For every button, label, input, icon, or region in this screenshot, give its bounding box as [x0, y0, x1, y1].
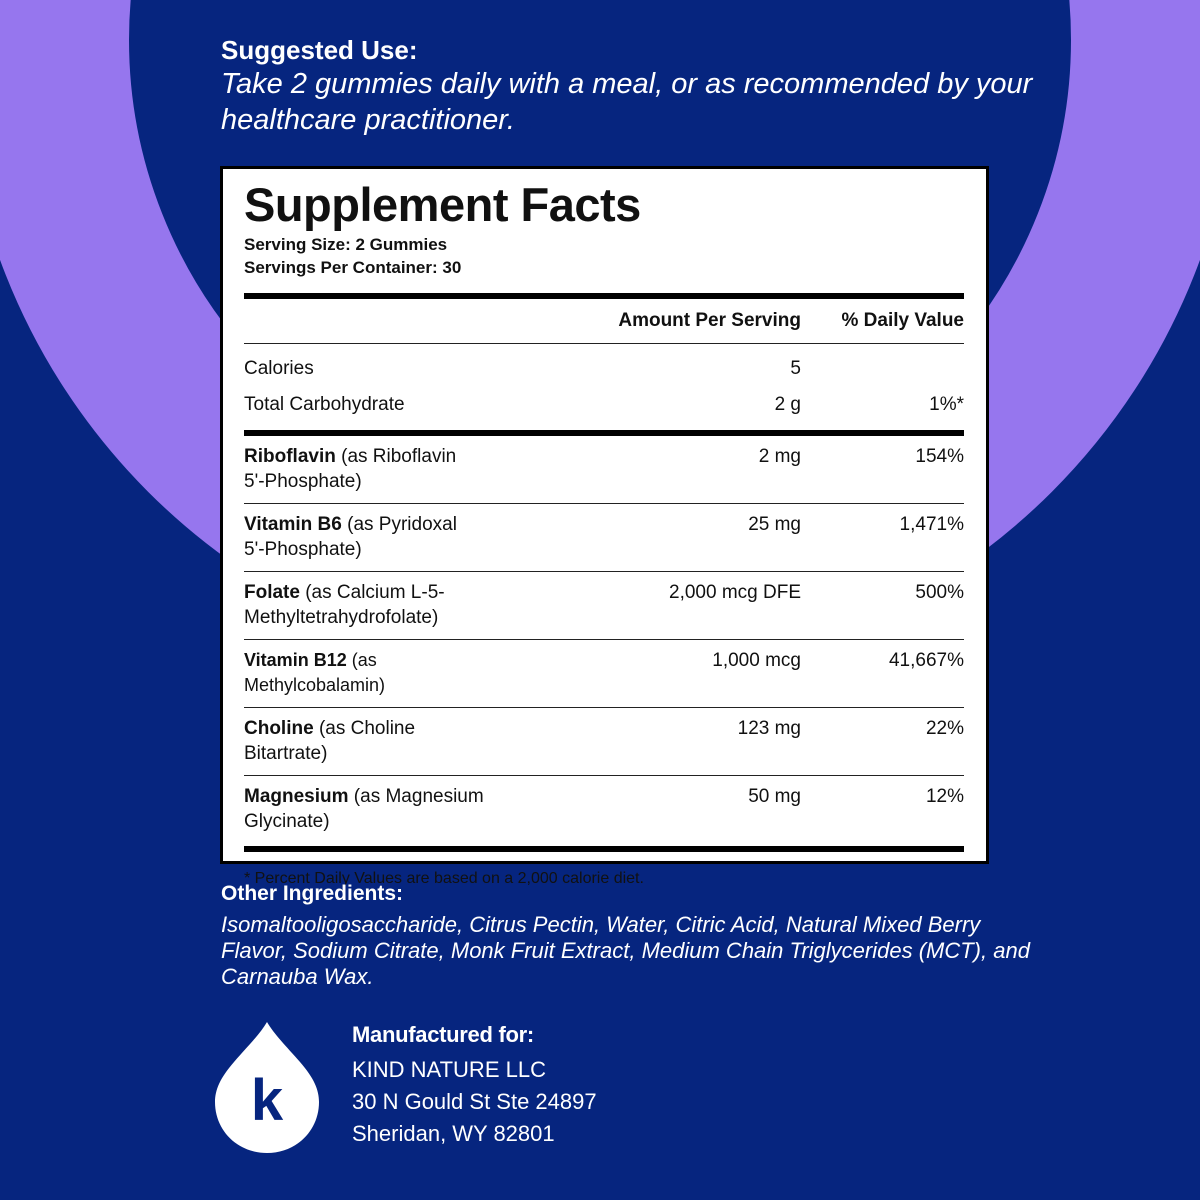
serving-size: Serving Size: 2 Gummies — [244, 235, 448, 254]
amount-per-serving-header: Amount Per Serving — [618, 310, 801, 331]
supplement-facts-panel — [220, 166, 989, 887]
brand-logo — [214, 1020, 320, 1154]
row-name: Total Carbohydrate — [244, 393, 405, 415]
nutrient-name: Folate (as Calcium L-5- Methyltetrahydrofolate) — [244, 582, 445, 628]
row-dv: 1%* — [929, 393, 964, 415]
thin-divider — [244, 343, 964, 344]
manufacturer-address-line1: 30 N Gould St Ste 24897 — [352, 1089, 597, 1114]
manufacturer-heading: Manufactured for: — [352, 1022, 534, 1047]
nutrient-row-magnesium — [244, 776, 964, 843]
daily-value-header: % Daily Value — [841, 310, 964, 331]
thick-divider — [244, 846, 964, 852]
facts-title: Supplement Facts — [244, 178, 641, 231]
nutrient-row-choline — [244, 708, 964, 775]
nutrient-row-vitamin-b6 — [244, 504, 964, 571]
row-amount: 5 — [790, 357, 801, 379]
facts-row-total-carbohydrate — [244, 386, 964, 422]
nutrient-amount: 25 mg — [748, 514, 801, 535]
manufacturer-section — [352, 1020, 597, 1150]
nutrient-amount: 2 mg — [758, 446, 801, 467]
nutrient-amount: 50 mg — [748, 786, 801, 807]
suggested-use-text: Take 2 gummies daily with a meal, or as recommended by your healthcare practitioner. — [221, 68, 1033, 136]
nutrient-name: Vitamin B12 (as Methylcobalamin) — [244, 650, 386, 695]
servings-per-container: Servings Per Container: 30 — [244, 258, 462, 277]
nutrient-name: Choline (as Choline Bitartrate) — [244, 718, 416, 764]
water-drop-icon — [214, 1020, 320, 1154]
nutrient-amount: 1,000 mcg — [712, 650, 801, 671]
nutrient-name: Vitamin B6 (as Pyridoxal 5'-Phosphate) — [244, 514, 457, 560]
nutrient-dv: 41,667% — [888, 650, 964, 671]
suggested-use-section — [221, 34, 1121, 138]
facts-header-row — [244, 299, 964, 343]
nutrient-row-folate — [244, 572, 964, 639]
other-ingredients-section — [221, 880, 1041, 990]
nutrient-dv: 500% — [915, 582, 964, 603]
row-amount: 2 g — [774, 393, 801, 415]
nutrient-row-riboflavin — [244, 436, 964, 503]
nutrient-dv: 154% — [915, 446, 964, 467]
other-ingredients-text: Isomaltooligosaccharide, Citrus Pectin, Water, Citric Acid, Natural Mixed Berry Flavor, Sodium Citrate, Monk Fruit Extract, Medium Chain Triglycerides (MCT), and Carnauba Wax. — [221, 912, 1030, 989]
nutrient-dv: 12% — [925, 786, 964, 807]
nutrient-dv: 22% — [925, 718, 964, 739]
manufacturer-address-line2: Sheridan, WY 82801 — [352, 1121, 555, 1146]
logo-letter: k — [250, 1068, 284, 1133]
facts-row-calories — [244, 350, 964, 386]
nutrient-row-vitamin-b12 — [244, 640, 964, 707]
nutrient-amount: 2,000 mcg DFE — [669, 582, 801, 603]
daily-value-footnote: * Percent Daily Values are based on a 2,000 calorie diet. — [244, 870, 644, 887]
suggested-use-heading: Suggested Use: — [221, 35, 418, 65]
manufacturer-name: KIND NATURE LLC — [352, 1057, 546, 1082]
nutrient-name: Riboflavin (as Riboflavin 5'-Phosphate) — [244, 446, 457, 492]
nutrient-dv: 1,471% — [899, 514, 964, 535]
nutrient-amount: 123 mg — [737, 718, 801, 739]
nutrient-name: Magnesium (as Magnesium Glycinate) — [244, 786, 484, 832]
other-ingredients-heading: Other Ingredients: — [221, 882, 404, 905]
row-name: Calories — [244, 357, 314, 379]
